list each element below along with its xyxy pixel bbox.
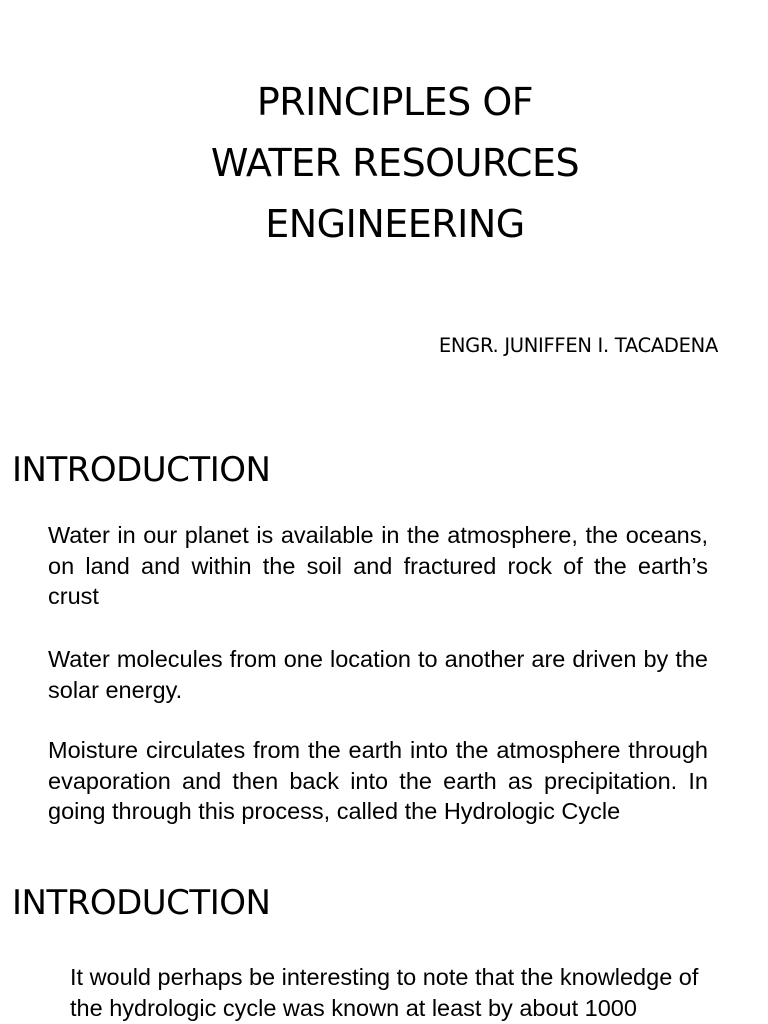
introduction-slide-2 bbox=[0, 864, 768, 1024]
introduction-slide-1 bbox=[0, 426, 768, 864]
title-line: PRINCIPLES OF bbox=[256, 80, 534, 124]
author-name: ENGR. JUNIFFEN I. TACADENA bbox=[438, 334, 718, 357]
body-paragraph: It would perhaps be interesting to note that the knowledge of the hydrologic cycle was known at least by about 1000 bbox=[70, 964, 699, 1021]
title-slide bbox=[0, 0, 768, 426]
body-paragraph: Water in our planet is available in the atmosphere, the oceans, on land and within the soil and fractured rock of the earth’s crust bbox=[48, 522, 708, 609]
body-paragraph: Water molecules from one location to another are driven by the solar energy. bbox=[48, 646, 708, 703]
presentation-title bbox=[0, 72, 768, 255]
title-line: ENGINEERING bbox=[265, 202, 525, 246]
title-line: WATER RESOURCES bbox=[210, 141, 580, 185]
section-heading: INTRODUCTION bbox=[12, 450, 271, 490]
section-heading: INTRODUCTION bbox=[12, 883, 271, 923]
body-paragraph: Moisture circulates from the earth into the atmosphere through evaporation and then back into the earth as precipitation. In going through this process, called the Hydrologic Cycle bbox=[48, 737, 708, 824]
